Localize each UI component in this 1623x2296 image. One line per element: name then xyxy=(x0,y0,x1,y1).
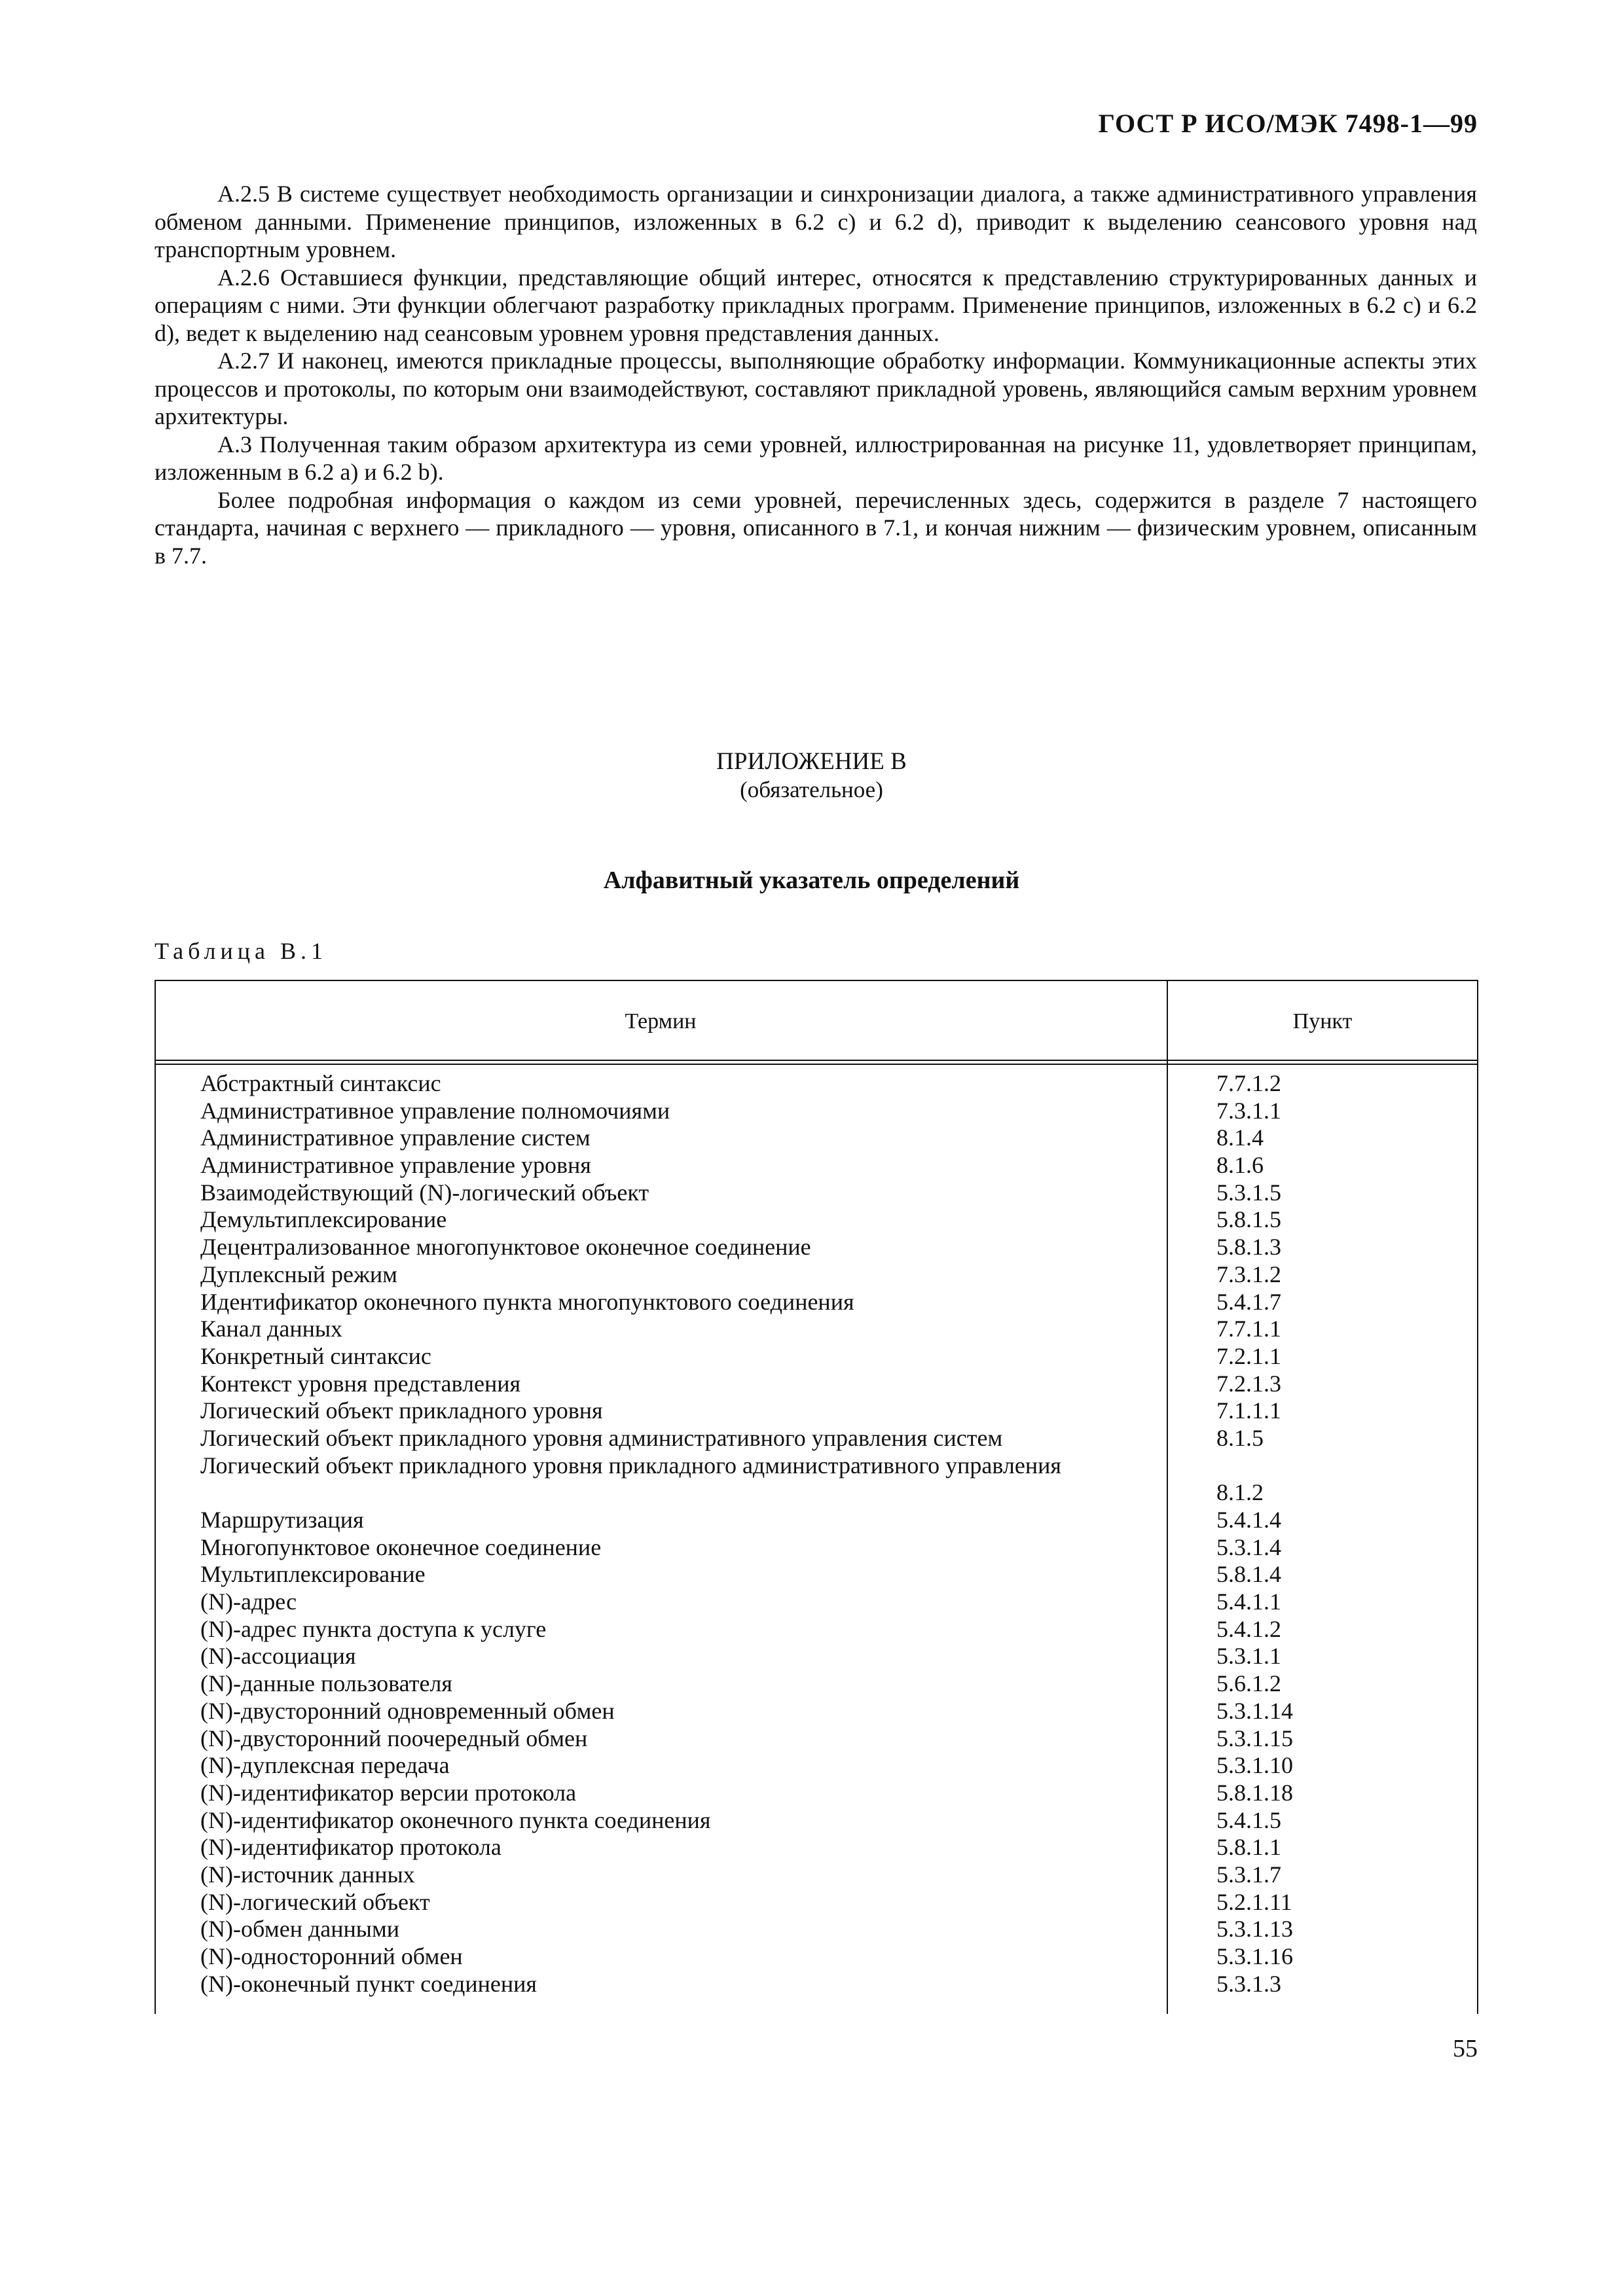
table-row xyxy=(155,1916,1478,1943)
term-cell: (N)-ассоциация xyxy=(200,1643,356,1670)
term-cell: Канал данных xyxy=(200,1316,343,1342)
table-row xyxy=(155,1725,1478,1753)
punkt-cell: 5.8.1.1 xyxy=(1216,1834,1281,1861)
table-row xyxy=(155,1425,1478,1452)
table-row xyxy=(155,1397,1478,1425)
term-cell: Логический объект прикладного уровня xyxy=(200,1397,603,1424)
punkt-cell: 5.3.1.1 xyxy=(1216,1643,1281,1670)
column-header-term: Термин xyxy=(625,1009,697,1033)
table-row xyxy=(155,1670,1478,1698)
term-cell: Дуплексный режим xyxy=(200,1261,397,1287)
table-row xyxy=(155,1588,1478,1616)
paragraph-a26: А.2.6 Оставшиеся функции, представляющие общий интерес, относятся к представлению структурированных данных и операциям с ними. Эти функции облегчают разработку прикладных программ. Применение принципов, изложенных в 6.2 с) и 6.2 d), ведет к выделению над сеансовым уровнем уровня представления данных. xyxy=(155,264,1477,346)
punkt-cell: 7.7.1.1 xyxy=(1216,1316,1281,1342)
table-row xyxy=(155,1534,1478,1562)
document-header: ГОСТ Р ИСО/МЭК 7498-1—99 xyxy=(1098,109,1478,138)
punkt-cell: 5.2.1.11 xyxy=(1216,1888,1292,1915)
punkt-cell: 8.1.6 xyxy=(1216,1152,1264,1179)
definitions-table xyxy=(155,980,1478,2014)
term-cell: (N)-идентификатор оконечного пункта соединения xyxy=(200,1806,711,1833)
punkt-cell: 7.3.1.2 xyxy=(1216,1261,1281,1287)
appendix-title: ПРИЛОЖЕНИЕ В xyxy=(716,748,907,775)
punkt-cell: 5.3.1.10 xyxy=(1216,1752,1293,1779)
table-row xyxy=(155,1098,1478,1125)
table-row xyxy=(155,1452,1478,1507)
term-cell: (N)-дуплексная передача xyxy=(200,1752,450,1779)
punkt-cell: 8.1.4 xyxy=(1216,1124,1264,1151)
term-cell: (N)-источник данных xyxy=(200,1861,415,1888)
table-row xyxy=(155,1752,1478,1780)
index-heading: Алфавитный указатель определений xyxy=(603,867,1020,894)
table-row xyxy=(155,1889,1478,1916)
term-cell: Логический объект прикладного уровня прикладного административного управления xyxy=(200,1452,1061,1479)
table-row xyxy=(155,1698,1478,1725)
table-body xyxy=(155,1070,1478,1998)
term-cell: Административное управление систем xyxy=(200,1124,591,1151)
punkt-cell: 8.1.5 xyxy=(1216,1424,1264,1451)
paragraph-a3: А.3 Полученная таким образом архитектура из семи уровней, иллюстрированная на рисунке 11, удовлетворяет принципам, изложенным в 6.2 а) и 6.2 b). xyxy=(155,431,1477,485)
table-row xyxy=(155,1070,1478,1098)
punkt-cell: 5.4.1.7 xyxy=(1216,1288,1281,1315)
punkt-cell: 7.3.1.1 xyxy=(1216,1097,1281,1124)
table-row xyxy=(155,1371,1478,1398)
page-number: 55 xyxy=(1453,2035,1478,2062)
table-row xyxy=(155,1561,1478,1588)
term-cell: (N)-адрес xyxy=(200,1588,297,1615)
table-row xyxy=(155,1861,1478,1889)
punkt-cell: 5.3.1.7 xyxy=(1216,1861,1281,1888)
term-cell: Взаимодействующий (N)-логический объект xyxy=(200,1179,649,1206)
term-cell: (N)-односторонний обмен xyxy=(200,1943,463,1970)
term-cell: Административное управление полномочиями xyxy=(200,1097,670,1124)
term-cell: (N)-адрес пункта доступа к услуге xyxy=(200,1615,547,1642)
paragraph-a27: А.2.7 И наконец, имеются прикладные процессы, выполняющие обработку информации. Коммуникационные аспекты этих процессов и протоколы, по которым они взаимодействуют, составляют прикладной уровень, являющийся самым верхним уровнем архитектуры. xyxy=(155,348,1477,429)
punkt-cell: 5.4.1.5 xyxy=(1216,1806,1281,1833)
term-cell: Мультиплексирование xyxy=(200,1561,426,1588)
term-cell: (N)-обмен данными xyxy=(200,1916,400,1943)
punkt-cell: 5.8.1.18 xyxy=(1216,1779,1293,1806)
table-row xyxy=(155,1616,1478,1643)
punkt-cell: 5.8.1.3 xyxy=(1216,1234,1281,1261)
punkt-cell: 5.8.1.5 xyxy=(1216,1206,1281,1233)
punkt-cell: 5.4.1.1 xyxy=(1216,1588,1281,1615)
term-cell: Децентрализованное многопунктовое оконечное соединение xyxy=(200,1234,811,1261)
table-row xyxy=(155,1206,1478,1234)
table-row xyxy=(155,1179,1478,1207)
column-header-punkt: Пункт xyxy=(1292,1009,1353,1033)
term-cell: Абстрактный синтаксис xyxy=(200,1070,441,1096)
table-row xyxy=(155,1834,1478,1861)
table-row xyxy=(155,1124,1478,1152)
punkt-cell: 7.1.1.1 xyxy=(1216,1397,1281,1424)
punkt-cell: 5.3.1.14 xyxy=(1216,1697,1293,1724)
punkt-cell: 5.4.1.2 xyxy=(1216,1615,1281,1642)
table-row xyxy=(155,1316,1478,1343)
punkt-cell: 5.3.1.15 xyxy=(1216,1725,1293,1751)
punkt-cell: 5.6.1.2 xyxy=(1216,1670,1281,1697)
table-row xyxy=(155,1289,1478,1316)
punkt-cell: 5.4.1.4 xyxy=(1216,1507,1281,1534)
punkt-cell: 7.7.1.2 xyxy=(1216,1070,1281,1096)
body-text xyxy=(155,180,1477,569)
table-row xyxy=(155,1971,1478,1998)
term-cell: (N)-двусторонний одновременный обмен xyxy=(200,1697,615,1724)
appendix-note: (обязательное) xyxy=(740,777,883,802)
term-cell: (N)-оконечный пункт соединения xyxy=(200,1970,537,1997)
punkt-cell: 7.2.1.1 xyxy=(1216,1342,1281,1369)
term-cell: Административное управление уровня xyxy=(200,1152,591,1179)
term-cell: (N)-идентификатор версии протокола xyxy=(200,1779,577,1806)
table-row xyxy=(155,1152,1478,1179)
table-row xyxy=(155,1807,1478,1835)
term-cell: Идентификатор оконечного пункта многопунктового соединения xyxy=(200,1288,854,1315)
table-row xyxy=(155,1643,1478,1670)
paragraph-a25: А.2.5 В системе существует необходимость организации и синхронизации диалога, а также административного управления обменом данными. Применение принципов, изложенных в 6.2 с) и 6.2 d), приводит к выделению сеансового уровня над транспортным уровнем. xyxy=(155,181,1477,262)
punkt-cell: 5.3.1.4 xyxy=(1216,1534,1281,1560)
table-row xyxy=(155,1261,1478,1289)
table-caption: Таблица В.1 xyxy=(155,938,327,964)
table-header-border-double xyxy=(155,1064,1478,1065)
paragraph-more-info: Более подробная информация о каждом из семи уровней, перечисленных здесь, содержится в разделе 7 настоящего стандарта, начиная с верхнего — прикладного — уровня, описанного в 7.1, и кончая нижним — физическим уровнем, описанным в 7.7. xyxy=(155,486,1477,569)
punkt-cell: 5.8.1.4 xyxy=(1216,1561,1281,1588)
term-cell: Конкретный синтаксис xyxy=(200,1342,431,1369)
table-row xyxy=(155,1507,1478,1534)
term-cell: (N)-двусторонний поочередный обмен xyxy=(200,1725,588,1751)
term-cell: Демультиплексирование xyxy=(200,1206,447,1233)
punkt-cell: 5.3.1.13 xyxy=(1216,1916,1293,1943)
table-top-border xyxy=(155,980,1478,981)
term-cell: Маршрутизация xyxy=(200,1507,364,1534)
term-cell: Логический объект прикладного уровня административного управления систем xyxy=(200,1424,1003,1451)
table-row xyxy=(155,1234,1478,1261)
term-cell: (N)-логический объект xyxy=(200,1888,430,1915)
punkt-cell: 8.1.2 xyxy=(1216,1479,1264,1506)
punkt-cell: 7.2.1.3 xyxy=(1216,1370,1281,1397)
table-header-border xyxy=(155,1060,1478,1061)
punkt-cell: 5.3.1.3 xyxy=(1216,1970,1281,1997)
term-cell: Многопунктовое оконечное соединение xyxy=(200,1534,602,1560)
term-cell: (N)-данные пользователя xyxy=(200,1670,452,1697)
table-row xyxy=(155,1780,1478,1807)
table-row xyxy=(155,1943,1478,1971)
table-row xyxy=(155,1343,1478,1371)
term-cell: Контекст уровня представления xyxy=(200,1370,521,1397)
term-cell: (N)-идентификатор протокола xyxy=(200,1834,501,1861)
punkt-cell: 5.3.1.5 xyxy=(1216,1179,1281,1206)
punkt-cell: 5.3.1.16 xyxy=(1216,1943,1293,1970)
